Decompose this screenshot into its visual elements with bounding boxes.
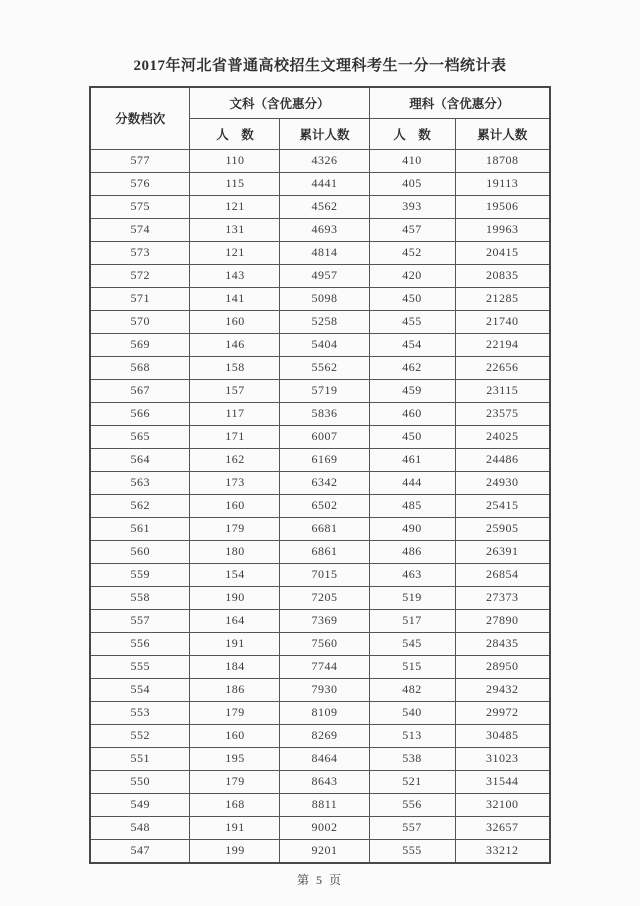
wenke-count-cell: 160 (190, 494, 280, 517)
score-cell: 577 (90, 149, 190, 172)
like-cumulative-cell: 33212 (455, 839, 550, 863)
wenke-cumulative-cell: 7369 (280, 609, 369, 632)
score-cell: 551 (90, 747, 190, 770)
wenke-count-cell: 180 (190, 540, 280, 563)
wenke-cumulative-cell: 8464 (280, 747, 369, 770)
wenke-count-cell: 195 (190, 747, 280, 770)
wenke-count-cell: 117 (190, 402, 280, 425)
wenke-count-cell: 160 (190, 724, 280, 747)
table-row (90, 195, 550, 218)
header-score-level: 分数档次 (90, 87, 190, 149)
table-row (90, 816, 550, 839)
table-header (90, 87, 550, 149)
header-like-count: 人 数 (369, 118, 455, 149)
table-row (90, 701, 550, 724)
table-row (90, 264, 550, 287)
table-row (90, 655, 550, 678)
wenke-cumulative-cell: 6007 (280, 425, 369, 448)
like-cumulative-cell: 23115 (455, 379, 550, 402)
wenke-count-cell: 141 (190, 287, 280, 310)
page-number: 第 5 页 (296, 872, 343, 887)
like-cumulative-cell: 30485 (455, 724, 550, 747)
table-row (90, 149, 550, 172)
wenke-cumulative-cell: 8109 (280, 701, 369, 724)
table-row (90, 770, 550, 793)
page-title: 2017年河北省普通高校招生文理科考生一分一档统计表 (133, 58, 507, 74)
score-cell: 548 (90, 816, 190, 839)
wenke-count-cell: 191 (190, 816, 280, 839)
like-cumulative-cell: 24025 (455, 425, 550, 448)
wenke-count-cell: 131 (190, 218, 280, 241)
table-row (90, 540, 550, 563)
table-body (90, 149, 550, 863)
score-cell: 552 (90, 724, 190, 747)
like-count-cell: 420 (369, 264, 455, 287)
wenke-cumulative-cell: 6502 (280, 494, 369, 517)
wenke-count-cell: 199 (190, 839, 280, 863)
like-cumulative-cell: 27373 (455, 586, 550, 609)
wenke-cumulative-cell: 5719 (280, 379, 369, 402)
wenke-cumulative-cell: 7930 (280, 678, 369, 701)
wenke-count-cell: 179 (190, 517, 280, 540)
score-cell: 569 (90, 333, 190, 356)
score-cell: 573 (90, 241, 190, 264)
score-cell: 560 (90, 540, 190, 563)
wenke-cumulative-cell: 4562 (280, 195, 369, 218)
like-count-cell: 540 (369, 701, 455, 724)
like-count-cell: 482 (369, 678, 455, 701)
wenke-cumulative-cell: 8269 (280, 724, 369, 747)
like-cumulative-cell: 19113 (455, 172, 550, 195)
like-cumulative-cell: 26854 (455, 563, 550, 586)
like-cumulative-cell: 19963 (455, 218, 550, 241)
wenke-count-cell: 191 (190, 632, 280, 655)
score-cell: 558 (90, 586, 190, 609)
table-row (90, 563, 550, 586)
like-count-cell: 457 (369, 218, 455, 241)
like-count-cell: 452 (369, 241, 455, 264)
score-cell: 556 (90, 632, 190, 655)
like-count-cell: 461 (369, 448, 455, 471)
wenke-count-cell: 162 (190, 448, 280, 471)
table-row (90, 379, 550, 402)
score-cell: 570 (90, 310, 190, 333)
score-cell: 562 (90, 494, 190, 517)
like-count-cell: 393 (369, 195, 455, 218)
like-count-cell: 455 (369, 310, 455, 333)
like-count-cell: 519 (369, 586, 455, 609)
score-cell: 557 (90, 609, 190, 632)
wenke-cumulative-cell: 8811 (280, 793, 369, 816)
table-row (90, 678, 550, 701)
score-cell: 561 (90, 517, 190, 540)
wenke-cumulative-cell: 5098 (280, 287, 369, 310)
score-cell: 574 (90, 218, 190, 241)
like-count-cell: 515 (369, 655, 455, 678)
score-cell: 564 (90, 448, 190, 471)
like-cumulative-cell: 29972 (455, 701, 550, 724)
wenke-cumulative-cell: 5404 (280, 333, 369, 356)
score-distribution-table (89, 86, 551, 864)
like-count-cell: 405 (369, 172, 455, 195)
wenke-cumulative-cell: 4693 (280, 218, 369, 241)
wenke-count-cell: 173 (190, 471, 280, 494)
score-cell: 576 (90, 172, 190, 195)
score-cell: 547 (90, 839, 190, 863)
like-cumulative-cell: 31544 (455, 770, 550, 793)
wenke-cumulative-cell: 5258 (280, 310, 369, 333)
score-cell: 572 (90, 264, 190, 287)
wenke-count-cell: 186 (190, 678, 280, 701)
score-cell: 566 (90, 402, 190, 425)
header-like-cumulative: 累计人数 (455, 118, 550, 149)
header-science-group: 理科（含优惠分） (369, 87, 550, 118)
score-cell: 553 (90, 701, 190, 724)
table-row (90, 425, 550, 448)
like-count-cell: 521 (369, 770, 455, 793)
wenke-count-cell: 143 (190, 264, 280, 287)
like-cumulative-cell: 25905 (455, 517, 550, 540)
table-row (90, 356, 550, 379)
like-cumulative-cell: 20415 (455, 241, 550, 264)
table-row (90, 333, 550, 356)
like-cumulative-cell: 32100 (455, 793, 550, 816)
wenke-cumulative-cell: 4441 (280, 172, 369, 195)
score-cell: 555 (90, 655, 190, 678)
like-count-cell: 410 (369, 149, 455, 172)
like-cumulative-cell: 21740 (455, 310, 550, 333)
score-cell: 554 (90, 678, 190, 701)
wenke-count-cell: 164 (190, 609, 280, 632)
wenke-count-cell: 171 (190, 425, 280, 448)
like-count-cell: 557 (369, 816, 455, 839)
table-row (90, 724, 550, 747)
wenke-count-cell: 160 (190, 310, 280, 333)
score-cell: 571 (90, 287, 190, 310)
like-count-cell: 462 (369, 356, 455, 379)
wenke-cumulative-cell: 7205 (280, 586, 369, 609)
wenke-count-cell: 154 (190, 563, 280, 586)
like-count-cell: 454 (369, 333, 455, 356)
wenke-cumulative-cell: 5562 (280, 356, 369, 379)
table-row (90, 471, 550, 494)
score-cell: 567 (90, 379, 190, 402)
score-cell: 563 (90, 471, 190, 494)
wenke-cumulative-cell: 4326 (280, 149, 369, 172)
table-row (90, 494, 550, 517)
table-row (90, 747, 550, 770)
like-cumulative-cell: 29432 (455, 678, 550, 701)
table-row (90, 609, 550, 632)
like-cumulative-cell: 28950 (455, 655, 550, 678)
table-row (90, 517, 550, 540)
like-count-cell: 556 (369, 793, 455, 816)
wenke-count-cell: 115 (190, 172, 280, 195)
score-cell: 575 (90, 195, 190, 218)
wenke-cumulative-cell: 6861 (280, 540, 369, 563)
wenke-count-cell: 121 (190, 195, 280, 218)
like-cumulative-cell: 31023 (455, 747, 550, 770)
wenke-cumulative-cell: 6681 (280, 517, 369, 540)
header-wenke-cumulative: 累计人数 (280, 118, 369, 149)
wenke-cumulative-cell: 4814 (280, 241, 369, 264)
like-cumulative-cell: 27890 (455, 609, 550, 632)
table-row (90, 632, 550, 655)
like-count-cell: 490 (369, 517, 455, 540)
table-row (90, 310, 550, 333)
header-wenke-count: 人 数 (190, 118, 280, 149)
wenke-cumulative-cell: 8643 (280, 770, 369, 793)
wenke-count-cell: 190 (190, 586, 280, 609)
like-cumulative-cell: 20835 (455, 264, 550, 287)
score-cell: 568 (90, 356, 190, 379)
like-count-cell: 444 (369, 471, 455, 494)
wenke-count-cell: 157 (190, 379, 280, 402)
like-count-cell: 486 (369, 540, 455, 563)
wenke-count-cell: 184 (190, 655, 280, 678)
like-count-cell: 459 (369, 379, 455, 402)
wenke-cumulative-cell: 7744 (280, 655, 369, 678)
like-count-cell: 460 (369, 402, 455, 425)
table-row (90, 287, 550, 310)
score-cell: 550 (90, 770, 190, 793)
wenke-cumulative-cell: 9201 (280, 839, 369, 863)
table-row (90, 218, 550, 241)
wenke-count-cell: 179 (190, 701, 280, 724)
table-row (90, 793, 550, 816)
wenke-count-cell: 158 (190, 356, 280, 379)
like-cumulative-cell: 24930 (455, 471, 550, 494)
wenke-cumulative-cell: 7015 (280, 563, 369, 586)
like-count-cell: 517 (369, 609, 455, 632)
like-cumulative-cell: 22194 (455, 333, 550, 356)
like-cumulative-cell: 18708 (455, 149, 550, 172)
like-count-cell: 450 (369, 425, 455, 448)
wenke-count-cell: 121 (190, 241, 280, 264)
like-cumulative-cell: 22656 (455, 356, 550, 379)
wenke-cumulative-cell: 4957 (280, 264, 369, 287)
score-cell: 565 (90, 425, 190, 448)
header-liberal-arts-group: 文科（含优惠分） (190, 87, 369, 118)
table-row (90, 172, 550, 195)
wenke-cumulative-cell: 9002 (280, 816, 369, 839)
like-cumulative-cell: 32657 (455, 816, 550, 839)
wenke-cumulative-cell: 7560 (280, 632, 369, 655)
like-count-cell: 545 (369, 632, 455, 655)
wenke-count-cell: 168 (190, 793, 280, 816)
like-count-cell: 463 (369, 563, 455, 586)
like-count-cell: 555 (369, 839, 455, 863)
table-row (90, 586, 550, 609)
table-row (90, 241, 550, 264)
like-cumulative-cell: 24486 (455, 448, 550, 471)
wenke-cumulative-cell: 6169 (280, 448, 369, 471)
table-row (90, 448, 550, 471)
like-cumulative-cell: 21285 (455, 287, 550, 310)
like-count-cell: 513 (369, 724, 455, 747)
table-row (90, 402, 550, 425)
like-count-cell: 450 (369, 287, 455, 310)
wenke-count-cell: 179 (190, 770, 280, 793)
wenke-count-cell: 110 (190, 149, 280, 172)
like-cumulative-cell: 28435 (455, 632, 550, 655)
wenke-cumulative-cell: 6342 (280, 471, 369, 494)
like-cumulative-cell: 25415 (455, 494, 550, 517)
like-cumulative-cell: 23575 (455, 402, 550, 425)
like-cumulative-cell: 19506 (455, 195, 550, 218)
table-row (90, 839, 550, 863)
like-count-cell: 538 (369, 747, 455, 770)
like-count-cell: 485 (369, 494, 455, 517)
score-cell: 559 (90, 563, 190, 586)
like-cumulative-cell: 26391 (455, 540, 550, 563)
wenke-cumulative-cell: 5836 (280, 402, 369, 425)
wenke-count-cell: 146 (190, 333, 280, 356)
score-cell: 549 (90, 793, 190, 816)
